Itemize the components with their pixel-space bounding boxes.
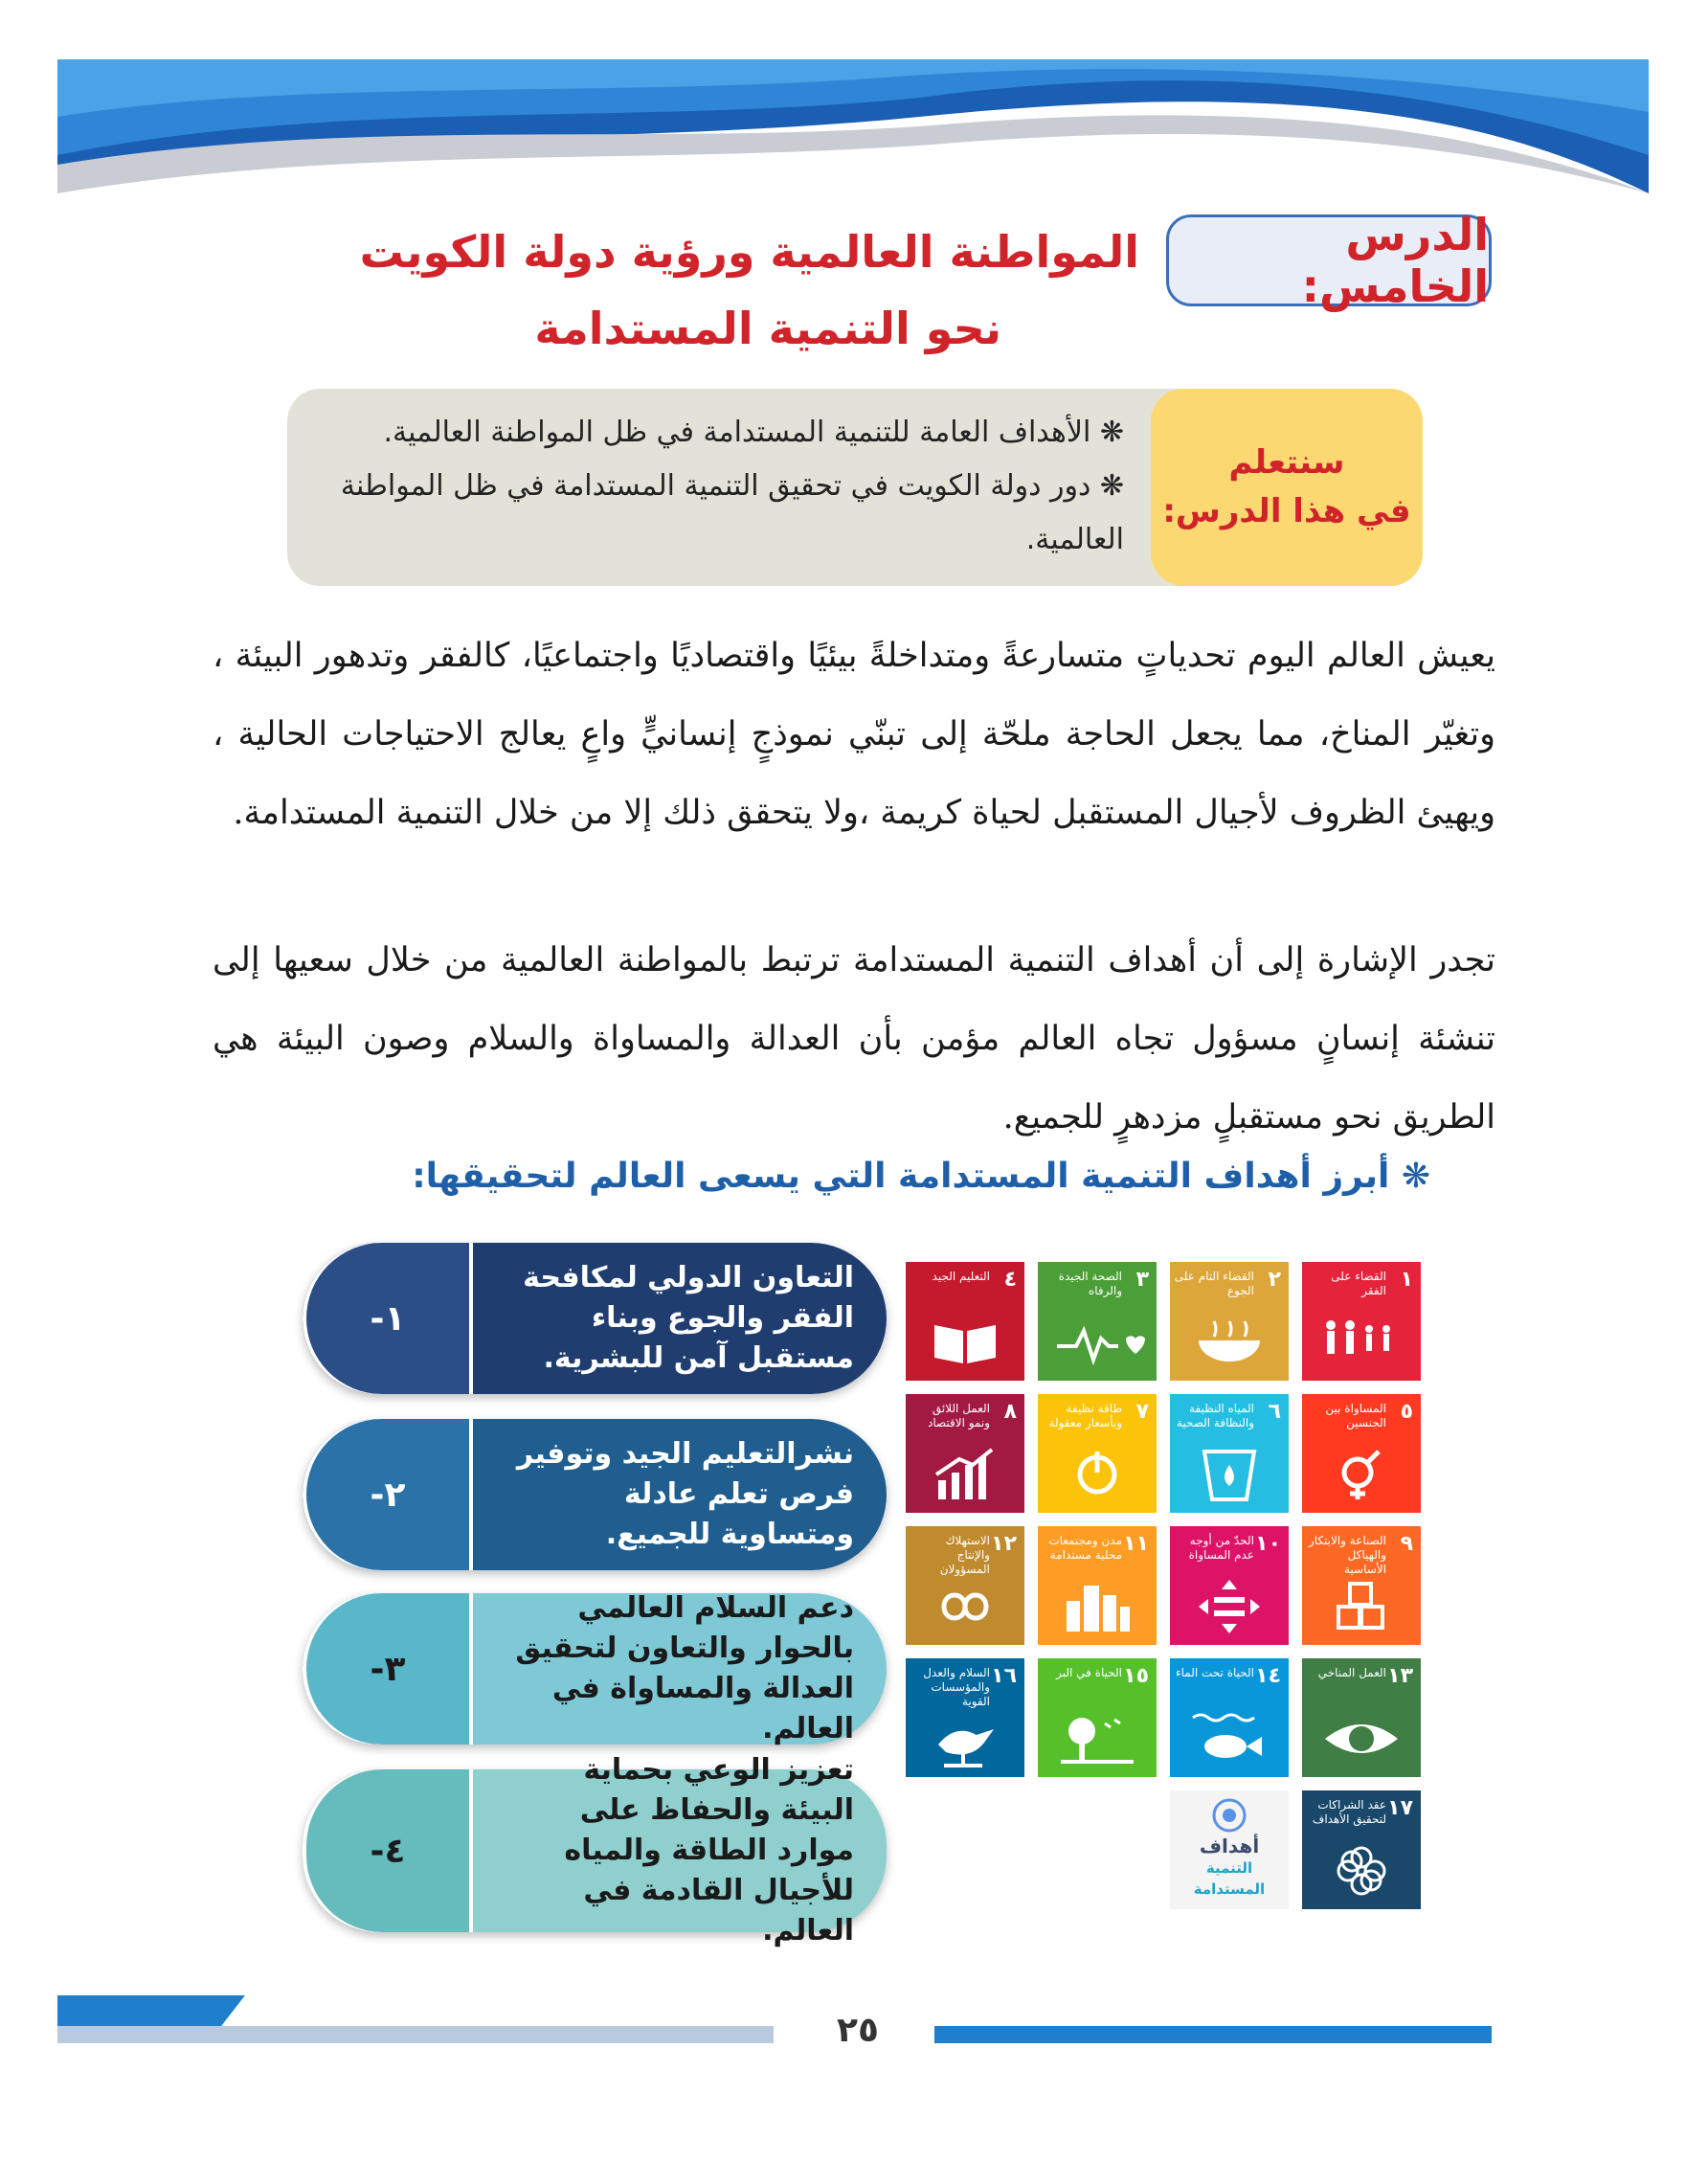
sdg-tile-number: ١١ (1123, 1532, 1149, 1556)
city-icon (1038, 1578, 1157, 1635)
learn-heading-box (1151, 389, 1423, 586)
sdg-tile-number: ١ (1400, 1268, 1413, 1292)
lesson-badge (1166, 209, 1492, 312)
learn-heading-line1: سنتعلم (1228, 443, 1345, 482)
sdg-tile-label: السلام والعدل والمؤسسات القوية (923, 1666, 990, 1708)
water-icon (1170, 1446, 1289, 1503)
sdg-tile-12 (906, 1526, 1024, 1645)
family-icon (1302, 1314, 1421, 1371)
power-icon (1038, 1446, 1157, 1503)
paragraph-citizenship: تجدر الإشارة إلى أن أهداف التنمية المستدامة ترتبط بالمواطنة العالمية من خلال سعيها إلى تنشئة إنسانٍ مسؤول تجاه العالم مؤمن بأن العدالة والمساواة والسلام وصون البيئة هي الطريق نحو مستقبلٍ مزدهرٍ للجميع. (213, 941, 1495, 1137)
sdg-tile-label: الحياة تحت الماء (1175, 1666, 1254, 1679)
learn-point: ❋ دور دولة الكويت في تحقيق التنمية المستدامة في ظل المواطنة العالمية. (340, 469, 1124, 556)
goal-number: ٣- (303, 1593, 473, 1745)
equality-icon (1170, 1578, 1289, 1635)
sdg-tile-number: ١٤ (1255, 1664, 1281, 1688)
book-icon (906, 1314, 1024, 1371)
footer-bar-left (57, 2026, 774, 2043)
sdg-logo-line2: التنمية (1205, 1859, 1253, 1877)
sdg-tile-label: الحياة في البر (1056, 1666, 1122, 1679)
goal-number: ٤- (303, 1769, 473, 1932)
sdg-tile-label: الصحة الجيدة والرفاه (1058, 1270, 1122, 1297)
goal-text: تعزيز الوعي بحماية البيئة والحفاظ على موارد الطاقة والمياه للأجيال القادمة في العالم. (564, 1753, 854, 1947)
sdg-tile-15 (1038, 1658, 1157, 1777)
sdg-logo-line1: أهداف (1199, 1835, 1260, 1857)
sdg-tile-number: ٩ (1400, 1532, 1413, 1556)
growth-icon (906, 1446, 1024, 1503)
tree-icon (1038, 1710, 1157, 1767)
goal-text: نشرالتعليم الجيد وتوفير فرص تعلم عادلة ومتساوية للجميع. (516, 1437, 854, 1551)
footer-accent (57, 1995, 245, 2030)
goal-item (303, 1753, 887, 1947)
goal-item (303, 1243, 887, 1394)
sdg-tile-label: طاقة نظيفة وبأسعار معقولة (1048, 1402, 1122, 1429)
sdg-tile-label: القضاء على الفقر (1331, 1270, 1386, 1297)
sdg-tile-16 (906, 1658, 1024, 1777)
sdg-tile-3 (1038, 1262, 1157, 1381)
sdg-tile-label: المساواة بين الجنسين (1325, 1402, 1386, 1429)
sdg-tile-4 (906, 1262, 1024, 1381)
partnership-icon (1302, 1842, 1421, 1900)
sdg-tile-5 (1302, 1394, 1421, 1513)
sdg-tile-number: ٥ (1400, 1400, 1413, 1424)
sdg-tile-label: عقد الشراكات لتحقيق الأهداف (1312, 1798, 1386, 1826)
lesson-title-line1: المواطنة العالمية ورؤية دولة الكويت (359, 226, 1139, 278)
header-wave (57, 59, 1649, 193)
sdg-tile-number: ١٦ (991, 1664, 1017, 1688)
sdg-tile-number: ١٧ (1387, 1796, 1413, 1820)
sdg-tile-label: الصناعة والابتكار والهياكل الأساسية (1308, 1534, 1386, 1576)
sdg-tile-number: ٣ (1135, 1268, 1149, 1292)
goal-number: ١- (303, 1243, 473, 1394)
bowl-icon (1170, 1314, 1289, 1371)
sdg-tile-13 (1302, 1658, 1421, 1777)
page-number: ٢٥ (837, 2011, 879, 2050)
footer-bar-right (934, 2026, 1492, 2043)
lesson-title-line2: نحو التنمية المستدامة (534, 303, 1001, 354)
sdg-tile-number: ١٣ (1387, 1664, 1413, 1688)
sdg-tile-number: ٧ (1135, 1400, 1149, 1424)
dove-icon (906, 1710, 1024, 1767)
sdg-tile-10 (1170, 1526, 1289, 1645)
sdg-tile-label: مدن ومجتمعات محلية مستدامة (1048, 1534, 1122, 1562)
sdg-tile-14 (1170, 1658, 1289, 1777)
sdg-tile-9 (1302, 1526, 1421, 1645)
goal-text: دعم السلام العالمي بالحوار والتعاون لتحقيق العدالة والمساواة في العالم. (515, 1591, 854, 1745)
sdg-tile-number: ١٢ (991, 1532, 1017, 1556)
eye-earth-icon (1302, 1710, 1421, 1767)
goal-text: التعاون الدولي لمكافحة الفقر والجوع وبناء مستقبل آمن للبشرية. (523, 1261, 854, 1375)
sdg-tile-number: ١٥ (1123, 1664, 1149, 1688)
sdg-tile-8 (906, 1394, 1024, 1513)
sdg-tile-11 (1038, 1526, 1157, 1645)
sdg-tile-number: ٨ (1003, 1400, 1017, 1424)
sdg-tile-label: التعليم الجيد (932, 1270, 990, 1283)
paragraph-intro: يعيش العالم اليوم تحدياتٍ متسارعةً ومتداخلةً بيئيًا واقتصاديًا واجتماعيًا، كالفقر وتدهور البيئة ، وتغيّر المناخ، مما يجعل الحاجة ملحّة إلى تبنّي نموذجٍ إنسانيٍّ واعٍ يعالج الاحتياجات الحالية ، ويهيئ الظروف لأجيال المستقبل لحياة كريمة ،ولا يتحقق ذلك إلا من خلال التنمية المستدامة. (213, 637, 1495, 832)
learn-points (301, 406, 1124, 567)
cubes-icon (1302, 1578, 1421, 1635)
sdg-tile-label: الحدّ من أوجه عدم المساواة (1188, 1534, 1254, 1562)
sdg-tile-label: الاستهلاك والإنتاج المسؤولان (939, 1534, 990, 1576)
goal-item (303, 1593, 887, 1745)
sdg-tile-2 (1170, 1262, 1289, 1381)
sdg-tile-label: القضاء التام على الجوع (1174, 1270, 1254, 1297)
goal-number: ٢- (303, 1419, 473, 1570)
sdg-tile-label: العمل اللائق ونمو الاقتصاد (927, 1402, 990, 1429)
sdg-logo-line3: المستدامة (1193, 1880, 1266, 1898)
sdg-tile-17 (1302, 1790, 1421, 1909)
sdg-tile-label: العمل المناخي (1317, 1666, 1386, 1679)
infinity-icon (906, 1578, 1024, 1635)
lesson-label: الدرس الخامس: (1301, 209, 1489, 312)
goals-heading: ❋ أبرز أهداف التنمية المستدامة التي يسعى العالم لتحقيقها: (412, 1157, 1430, 1196)
heartbeat-icon (1038, 1314, 1157, 1371)
sdg-tile-label: المياه النظيفة والنظافة الصحية (1176, 1402, 1254, 1429)
sdg-tile-6 (1170, 1394, 1289, 1513)
sdg-tile-number: ٢ (1268, 1268, 1281, 1292)
gender-icon (1302, 1446, 1421, 1503)
sdg-logo-tile (1170, 1790, 1289, 1909)
fish-icon (1170, 1710, 1289, 1767)
learn-heading-line2: في هذا الدرس: (1162, 492, 1411, 530)
learn-point: ❋ الأهداف العامة للتنمية المستدامة في ظل المواطنة العالمية. (383, 416, 1124, 449)
sdg-tile-number: ٦ (1268, 1400, 1281, 1424)
goal-item (303, 1419, 887, 1570)
sdg-grid (904, 1262, 1421, 1921)
sdg-tile-7 (1038, 1394, 1157, 1513)
sdg-tile-1 (1302, 1262, 1421, 1381)
un-emblem-icon (1210, 1796, 1248, 1835)
sdg-tile-number: ٤ (1003, 1268, 1017, 1292)
sdg-tile-number: ١٠ (1255, 1532, 1281, 1556)
